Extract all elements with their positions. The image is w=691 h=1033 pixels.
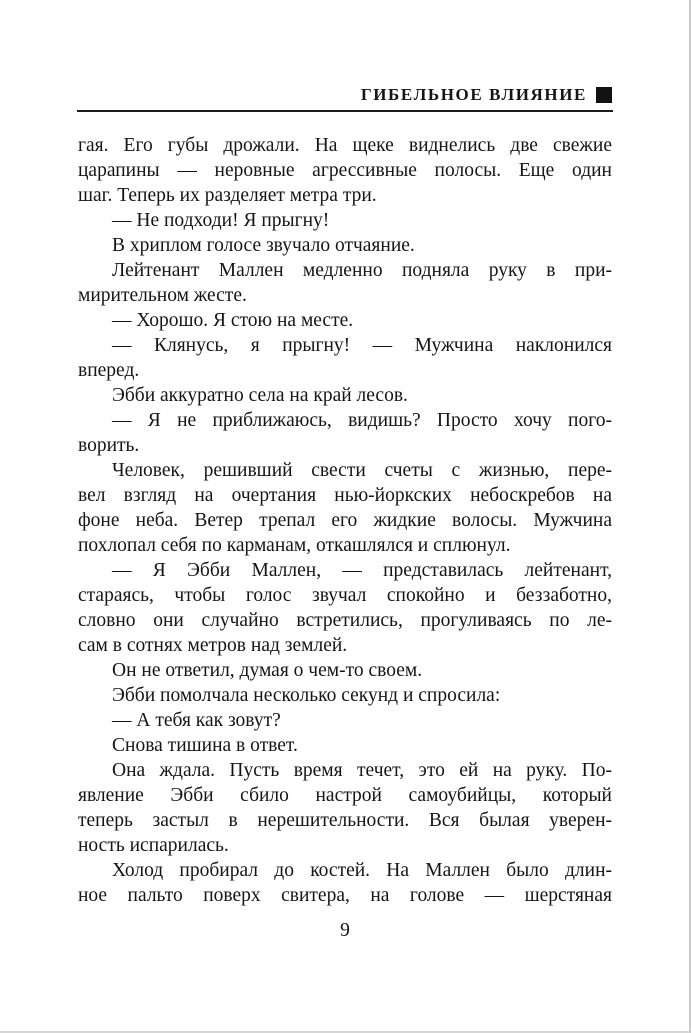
text-line: — Я Эбби Маллен, — представилась лейтенант, — [112, 560, 612, 581]
text-line: Человек, решивший свести счеты с жизнью, пере- — [112, 460, 612, 481]
text-line: похлопал себя по карманам, откашлялся и сплюнул. — [78, 535, 511, 556]
text-line: ворить. — [78, 435, 140, 456]
running-title: ГИБЕЛЬНОЕ ВЛИЯНИЕ — [360, 85, 587, 104]
text-line: ное пальто поверх свитера, на голове — шерстяная — [78, 885, 612, 906]
text-line: Снова тишина в ответ. — [112, 735, 298, 756]
text-line: словно они случайно встретились, прогуливаясь по ле- — [78, 610, 612, 631]
text-line: Эбби аккуратно села на край лесов. — [112, 385, 408, 406]
header-square-icon — [596, 87, 612, 103]
text-line: царапины — неровные агрессивные полосы. Еще один — [78, 160, 612, 181]
text-line: шаг. Теперь их разделяет метра три. — [78, 185, 377, 206]
text-line: вел взгляд на очертания нью-йоркских небоскребов на — [78, 485, 612, 506]
text-line: стараясь, чтобы голос звучал спокойно и беззаботно, — [78, 585, 612, 606]
text-line: — Хорошо. Я стою на месте. — [112, 310, 354, 331]
body-text — [78, 133, 612, 908]
text-line: — Я не приближаюсь, видишь? Просто хочу пого- — [112, 410, 612, 431]
text-line: — Не подходи! Я прыгну! — [112, 210, 330, 231]
text-line: Она ждала. Пусть время течет, это ей на руку. По- — [112, 760, 612, 781]
text-line: фоне неба. Ветер трепал его жидкие волосы. Мужчина — [78, 510, 612, 531]
page-number: 9 — [340, 920, 350, 941]
text-line: Лейтенант Маллен медленно подняла руку в при- — [112, 260, 612, 281]
text-line: ность испарилась. — [78, 835, 229, 856]
text-line: вперед. — [78, 360, 140, 381]
text-line: теперь застыл в нерешительности. Вся былая уверен- — [78, 810, 612, 831]
text-line: Эбби помолчала несколько секунд и спросила: — [112, 685, 501, 706]
text-line: В хриплом голосе звучало отчаяние. — [112, 235, 415, 256]
page-header — [78, 85, 612, 105]
text-line: явление Эбби сбило настрой самоубийцы, который — [78, 785, 612, 806]
text-line: Холод пробирал до костей. На Маллен было длин- — [112, 860, 612, 881]
text-line: Он не ответил, думая о чем-то своем. — [112, 660, 423, 681]
text-line: гая. Его губы дрожали. На щеке виднелись две свежие — [78, 135, 612, 156]
text-line: мирительном жесте. — [78, 285, 247, 306]
text-line: — А тебя как зовут? — [112, 710, 281, 731]
text-line: — Клянусь, я прыгну! — Мужчина наклонился — [112, 335, 612, 356]
text-line: сам в сотнях метров над землей. — [78, 635, 348, 656]
header-rule — [77, 110, 613, 112]
